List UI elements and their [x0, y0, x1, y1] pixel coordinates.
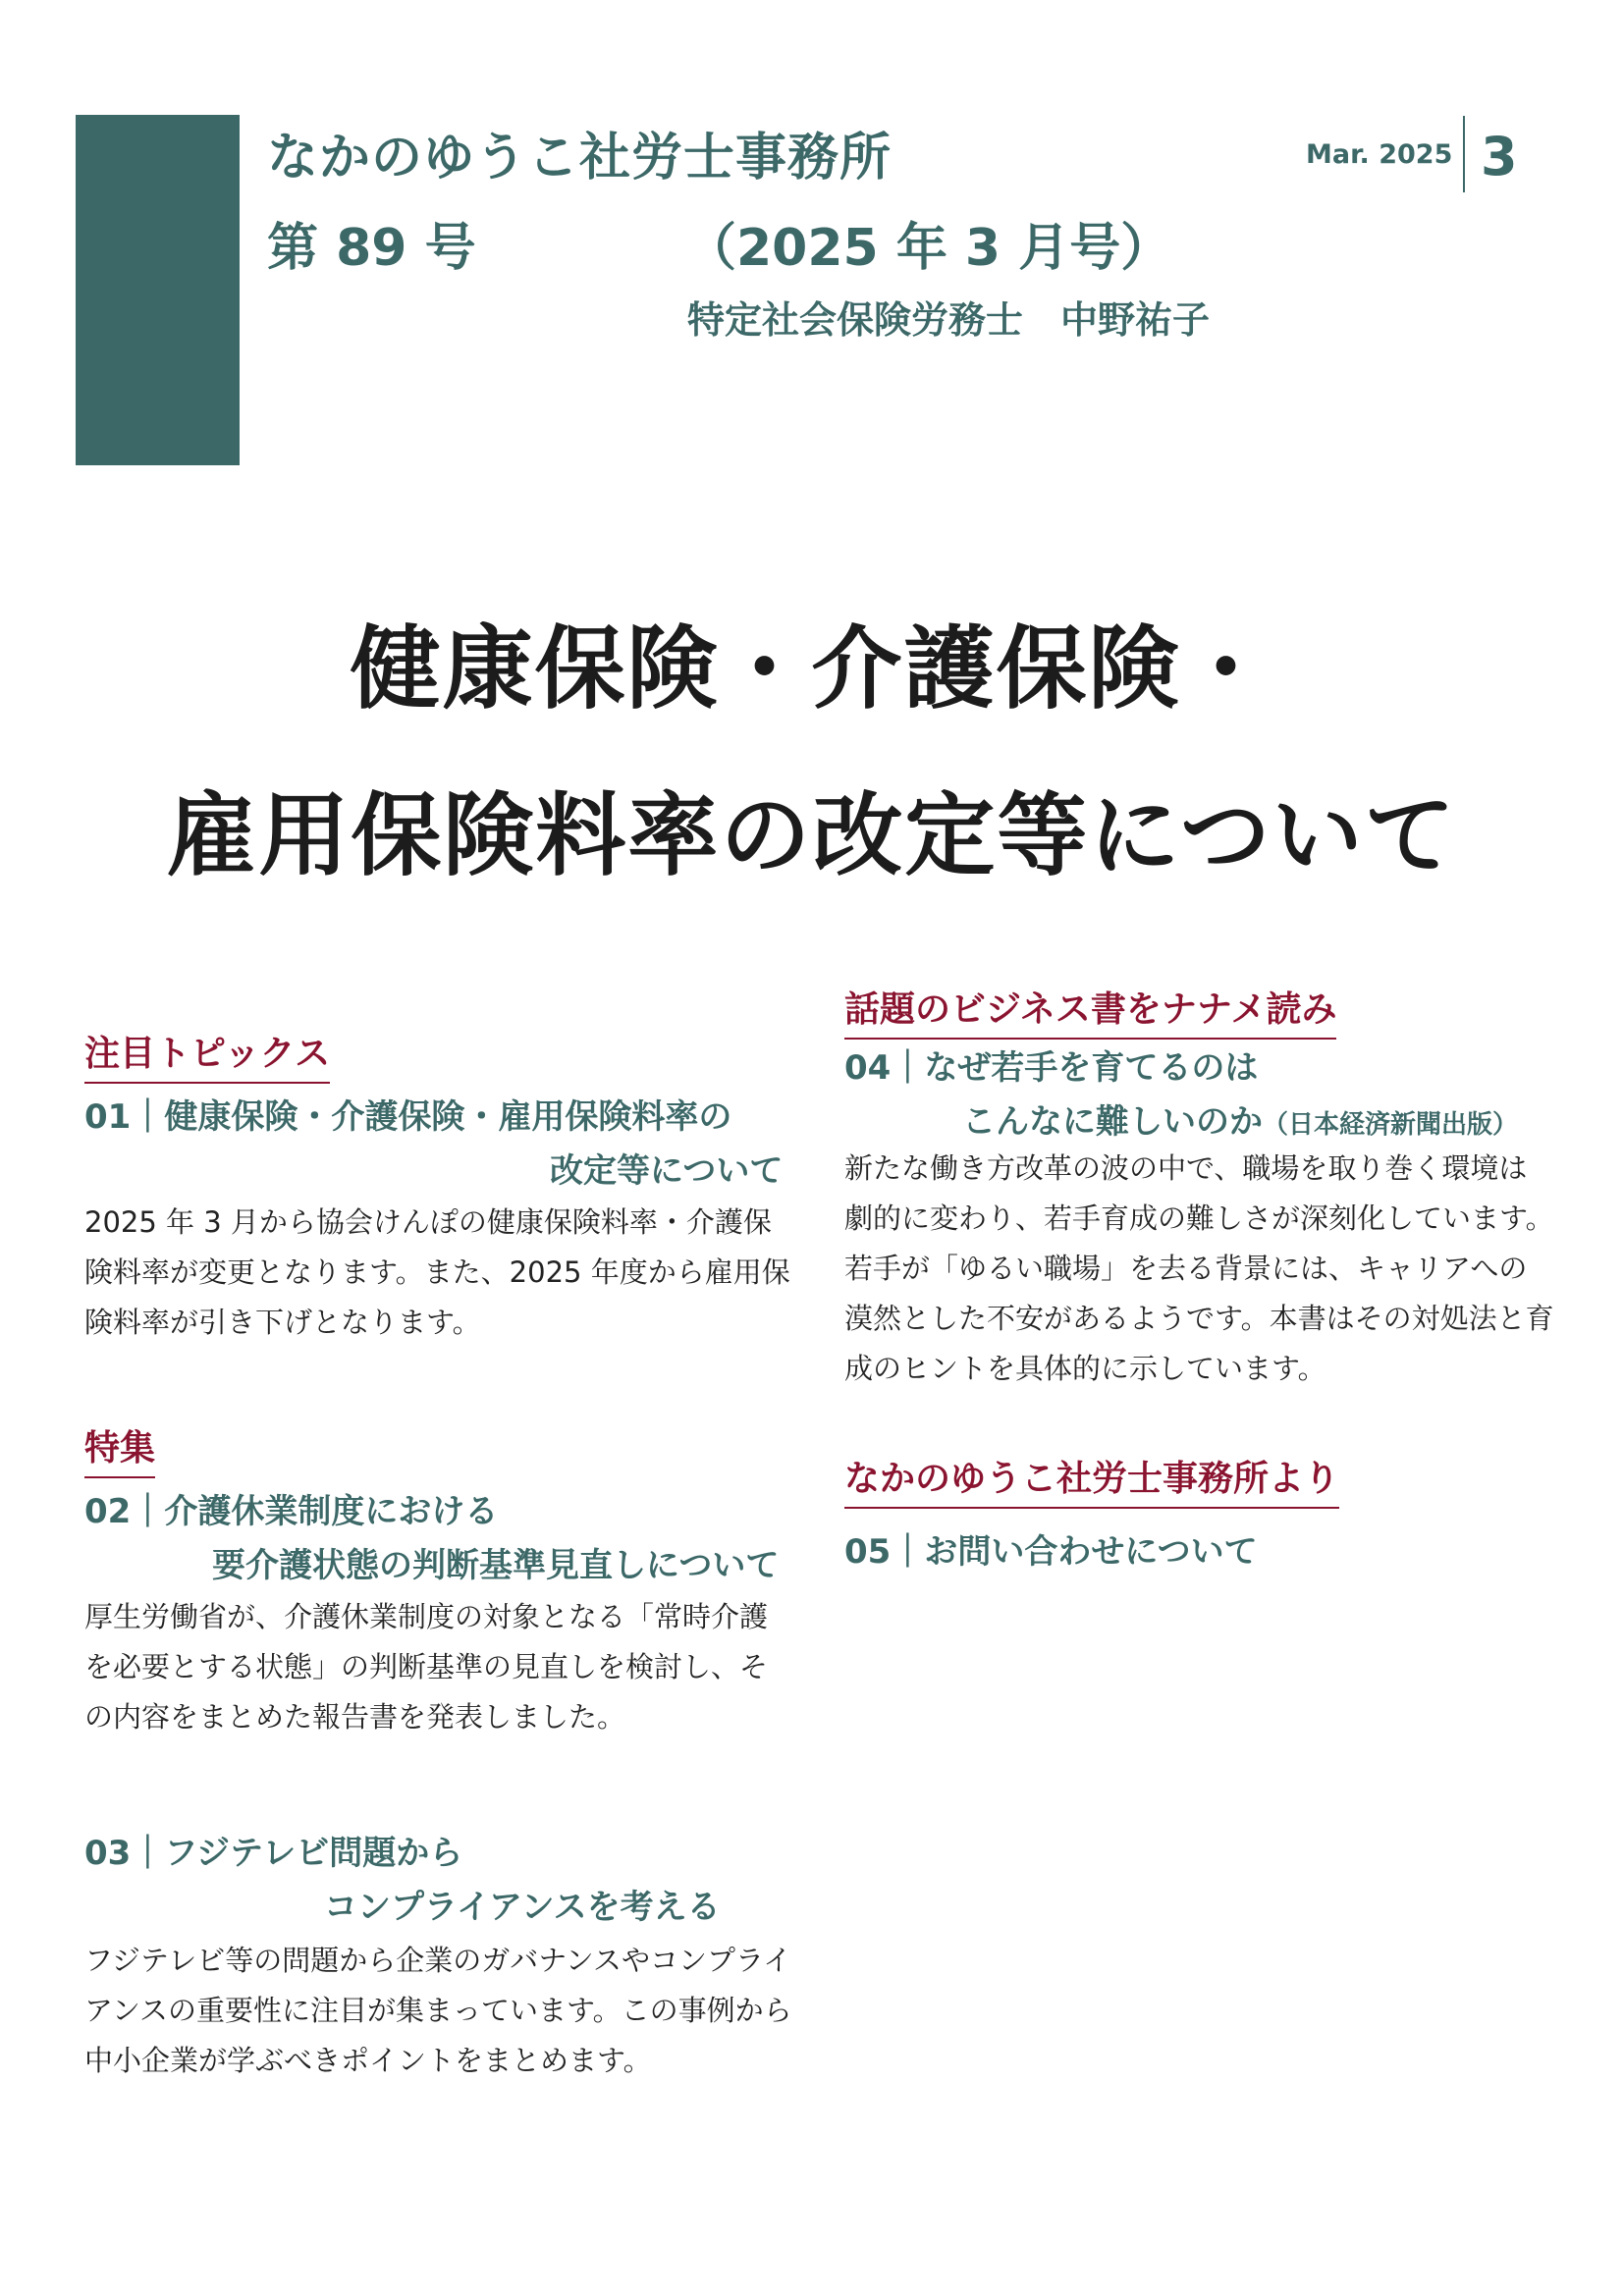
month-number: 3	[1481, 126, 1518, 187]
feature-heading: 特集	[84, 1420, 155, 1478]
main-title-line2: 雇用保険料率の改定等について	[166, 783, 1457, 888]
topics-heading: 注目トピックス	[84, 1026, 330, 1084]
article04-publisher: （日本経済新聞出版）	[1263, 1110, 1519, 1140]
article03-title-line2: コンプライアンスを考える	[324, 1888, 721, 1927]
article02-title-line1: 02｜介護休業制度における	[84, 1492, 499, 1531]
article02-body: 厚生労働省が、介護休業制度の対象となる「常時介護を必要とする状態」の判断基準の見直しを検討し、その内容をまとめた報告書を発表しました。	[84, 1600, 769, 1734]
main-title-line1: 健康保険・介護保険・	[350, 616, 1273, 721]
author-name: 特定社会保険労務士 中野祐子	[687, 298, 1211, 342]
book-heading: 話題のビジネス書をナナメ読み	[844, 982, 1336, 1040]
article04-title-line2-group	[962, 1095, 1518, 1143]
article04-body: 新たな働き方改革の波の中で、職場を取り巻く環境は劇的に変わり、若手育成の難しさが深刻化しています。若手が「ゆるい職場」を去る背景には、キャリアへの漠然とした不安があるようです。本書はその対処法と育成のヒントを具体的に示しています。	[844, 1151, 1554, 1385]
article05-title: 05｜お問い合わせについて	[844, 1532, 1258, 1572]
month-label: Mar. 2025	[1306, 139, 1453, 170]
article03-title-line1: 03｜フジテレビ問題から	[84, 1834, 463, 1873]
brand-color-block	[76, 115, 240, 465]
month-divider	[1463, 116, 1465, 192]
article01-title-line2: 改定等について	[550, 1151, 784, 1191]
office-heading: なかのゆうこ社労士事務所より	[844, 1451, 1339, 1509]
article01-body: 2025 年 3 月から協会けんぽの健康保険料率・介護保険料率が変更となります。また、2025 年度から雇用保険料率が引き下げとなります。	[84, 1205, 790, 1339]
issue-number: 第 89 号	[267, 219, 476, 278]
article04-title-line2: こんなに難しいのか	[962, 1102, 1263, 1142]
article02-title-line2: 要介護状態の判断基準見直しについて	[212, 1546, 780, 1585]
issue-date: （2025 年 3 月号）	[685, 219, 1172, 278]
office-name: なかのゆうこ社労士事務所	[267, 129, 893, 187]
article01-title-line1: 01｜健康保険・介護保険・雇用保険料率の	[84, 1097, 732, 1137]
article03-body: フジテレビ等の問題から企業のガバナンスやコンプライアンスの重要性に注目が集まっています。この事例から中小企業が学ぶべきポイントをまとめます。	[84, 1944, 792, 2077]
article04-title-line1: 04｜なぜ若手を育てるのは	[844, 1048, 1259, 1088]
